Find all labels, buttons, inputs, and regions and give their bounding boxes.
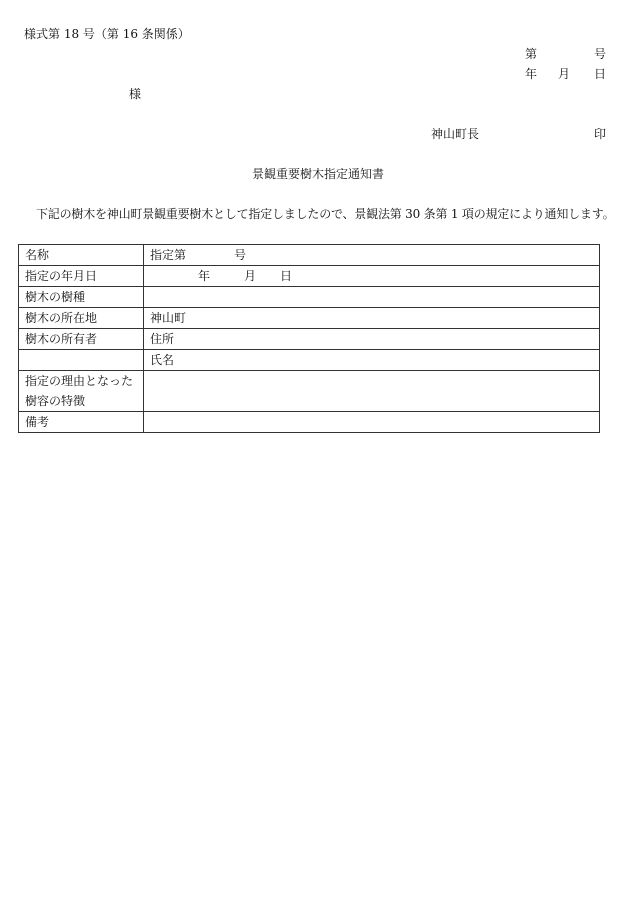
doc-number-suffix: 号 (594, 47, 607, 61)
body-text: 下記の樹木を神山町景観重要樹木として指定しましたので、景観法第 30 条第 1 項の規定により通知します。 (36, 207, 615, 221)
location-label: 樹木の所在地 (19, 308, 144, 329)
table-row (19, 329, 600, 350)
location-value: 神山町 (144, 308, 600, 329)
form-number: 様式第 18 号（第 16 条関係） (24, 27, 190, 41)
date-value (144, 266, 600, 287)
owner-address-label: 住所 (144, 329, 600, 350)
name-value-prefix: 指定第 (150, 248, 187, 262)
table-row (19, 350, 600, 371)
remarks-value (144, 412, 600, 433)
name-value (144, 245, 600, 266)
reason-label-line1: 指定の理由となった (25, 374, 134, 388)
addressee-suffix: 様 (129, 87, 142, 101)
date-value-month: 月 (244, 269, 257, 283)
species-label: 樹木の樹種 (19, 287, 144, 308)
date-month: 月 (558, 67, 571, 81)
owner-name-label: 氏名 (144, 350, 600, 371)
date-value-year: 年 (198, 269, 211, 283)
date-value-day: 日 (280, 269, 293, 283)
remarks-label: 備考 (19, 412, 144, 433)
species-value (144, 287, 600, 308)
seal-mark: 印 (594, 127, 607, 141)
date-label: 指定の年月日 (19, 266, 144, 287)
document-title: 景観重要樹木指定通知書 (252, 167, 385, 181)
table-row (19, 245, 600, 266)
name-label: 名称 (19, 245, 144, 266)
table-row (19, 371, 600, 412)
date-year: 年 (525, 67, 538, 81)
designation-table (18, 244, 600, 433)
issuer-name: 神山町長 (431, 127, 480, 141)
reason-label (19, 371, 144, 412)
table-row (19, 412, 600, 433)
name-value-suffix: 号 (234, 248, 247, 262)
doc-number-prefix: 第 (525, 47, 538, 61)
owner-label: 樹木の所有者 (19, 329, 144, 350)
reason-label-line2: 樹容の特徴 (25, 394, 86, 408)
reason-value (144, 371, 600, 412)
table-row (19, 266, 600, 287)
table-row (19, 308, 600, 329)
date-day: 日 (594, 67, 607, 81)
table-row (19, 287, 600, 308)
owner-label-continued (19, 350, 144, 371)
